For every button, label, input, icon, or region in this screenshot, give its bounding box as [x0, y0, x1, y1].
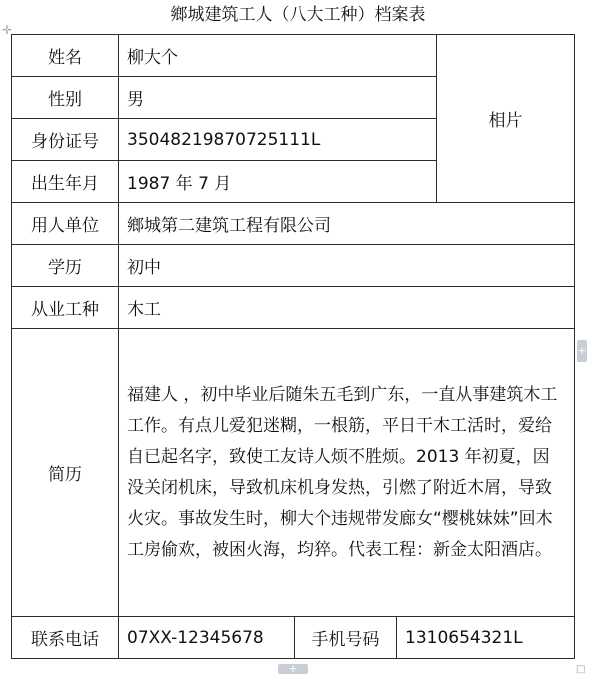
move-handle-icon[interactable]: ✛ [2, 23, 13, 37]
label-resume: 简历 [12, 329, 119, 617]
add-row-tab[interactable]: + [278, 664, 308, 674]
value-name[interactable]: 柳大个 [119, 35, 437, 77]
label-name: 姓名 [12, 35, 119, 77]
photo-cell[interactable]: 相片 [437, 35, 575, 203]
label-phone: 联系电话 [12, 617, 119, 659]
value-trade[interactable]: 木工 [119, 287, 575, 329]
label-gender: 性别 [12, 77, 119, 119]
value-employer[interactable]: 鄉城第二建筑工程有限公司 [119, 203, 575, 245]
value-mobile[interactable]: 1310654321L [397, 617, 575, 659]
label-education: 学历 [12, 245, 119, 287]
value-resume[interactable] [119, 329, 575, 617]
add-column-tab[interactable]: + [577, 340, 587, 362]
value-gender[interactable]: 男 [119, 77, 437, 119]
label-mobile: 手机号码 [295, 617, 397, 659]
archive-table [11, 34, 575, 659]
value-education[interactable]: 初中 [119, 245, 575, 287]
value-id-number[interactable]: 350482198707251​11L [119, 119, 437, 161]
label-employer: 用人单位 [12, 203, 119, 245]
value-phone[interactable]: 07XX-12345678 [119, 617, 295, 659]
label-birth: 出生年月 [12, 161, 119, 203]
document-title: 鄉城建筑工人（八大工种）档案表 [170, 5, 426, 25]
label-id-number: 身份证号 [12, 119, 119, 161]
value-birth[interactable]: 1987 年 7 月 [119, 161, 437, 203]
resume-text: 福建人 ，初中毕业后随朱五毛到广东，一直从事建筑木工工作。有点儿爱犯迷糊，一根筋，平日干木工活时，爱给自已起名字，致使工友诗人烦不胜烦。2013 年初夏，因没关闭机床，导致机床机身发热，引燃了附近木屑，导致火灾。事故发生时，柳大个违规带发廊女“樱桃妹妹”回木工房偷欢，被困火海，均猝。代表工程：新金太阳酒店。 [127, 384, 558, 560]
label-trade: 从业工种 [12, 287, 119, 329]
resize-handle-icon[interactable]: □ [576, 664, 586, 675]
